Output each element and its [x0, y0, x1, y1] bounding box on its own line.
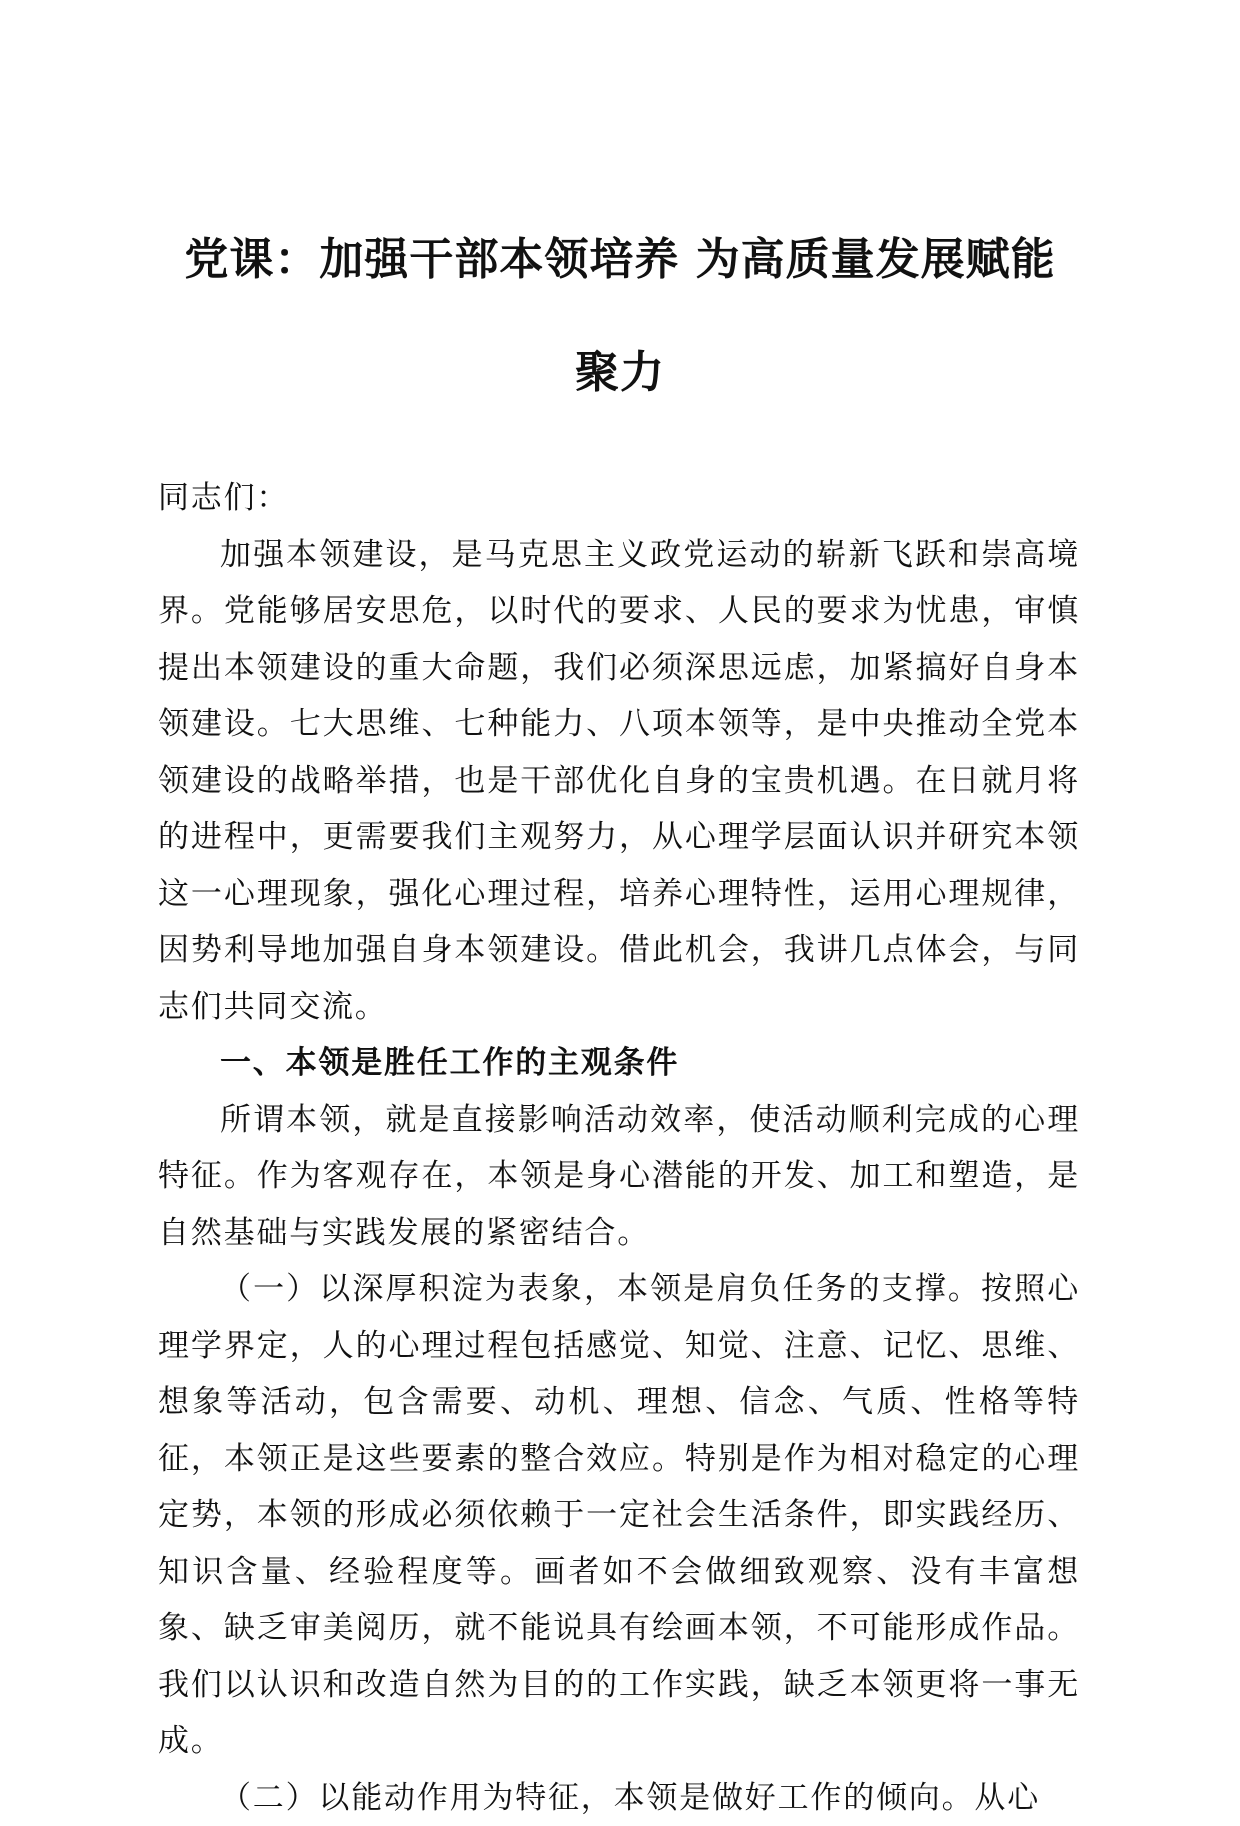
salutation: 同志们： [158, 470, 1080, 527]
document-title-line-2: 聚力 [150, 345, 1090, 401]
document-title-line-1: 党课：加强干部本领培养 为高质量发展赋能 [150, 232, 1090, 288]
subsection-2: （二）以能动作用为特征，本领是做好工作的倾向。从心 [158, 1770, 1080, 1826]
section-1-intro: 所谓本领，就是直接影响活动效率，使活动顺利完成的心理特征。作为客观存在，本领是身心潜能的开发、加工和塑造，是自然基础与实践发展的紧密结合。 [158, 1092, 1080, 1262]
subsection-1: （一）以深厚积淀为表象，本领是肩负任务的支撑。按照心理学界定，人的心理过程包括感觉、知觉、注意、记忆、思维、想象等活动，包含需要、动机、理想、信念、气质、性格等特征，本领正是这些要素的整合效应。特别是作为相对稳定的心理定势，本领的形成必须依赖于一定社会生活条件，即实践经历、知识含量、经验程度等。画者如不会做细致观察、没有丰富想象、缺乏审美阅历，就不能说具有绘画本领，不可能形成作品。我们以认识和改造自然为目的的工作实践，缺乏本领更将一事无成。 [158, 1261, 1080, 1770]
section-heading-1: 一、本领是胜任工作的主观条件 [158, 1035, 1080, 1092]
document-body [158, 470, 1080, 1826]
opening-paragraph: 加强本领建设，是马克思主义政党运动的崭新飞跃和崇高境界。党能够居安思危，以时代的要求、人民的要求为忧患，审慎提出本领建设的重大命题，我们必须深思远虑，加紧搞好自身本领建设。七大思维、七种能力、八项本领等，是中央推动全党本领建设的战略举措，也是干部优化自身的宝贵机遇。在日就月将的进程中，更需要我们主观努力，从心理学层面认识并研究本领这一心理现象，强化心理过程，培养心理特性，运用心理规律，因势利导地加强自身本领建设。借此机会，我讲几点体会，与同志们共同交流。 [158, 527, 1080, 1036]
